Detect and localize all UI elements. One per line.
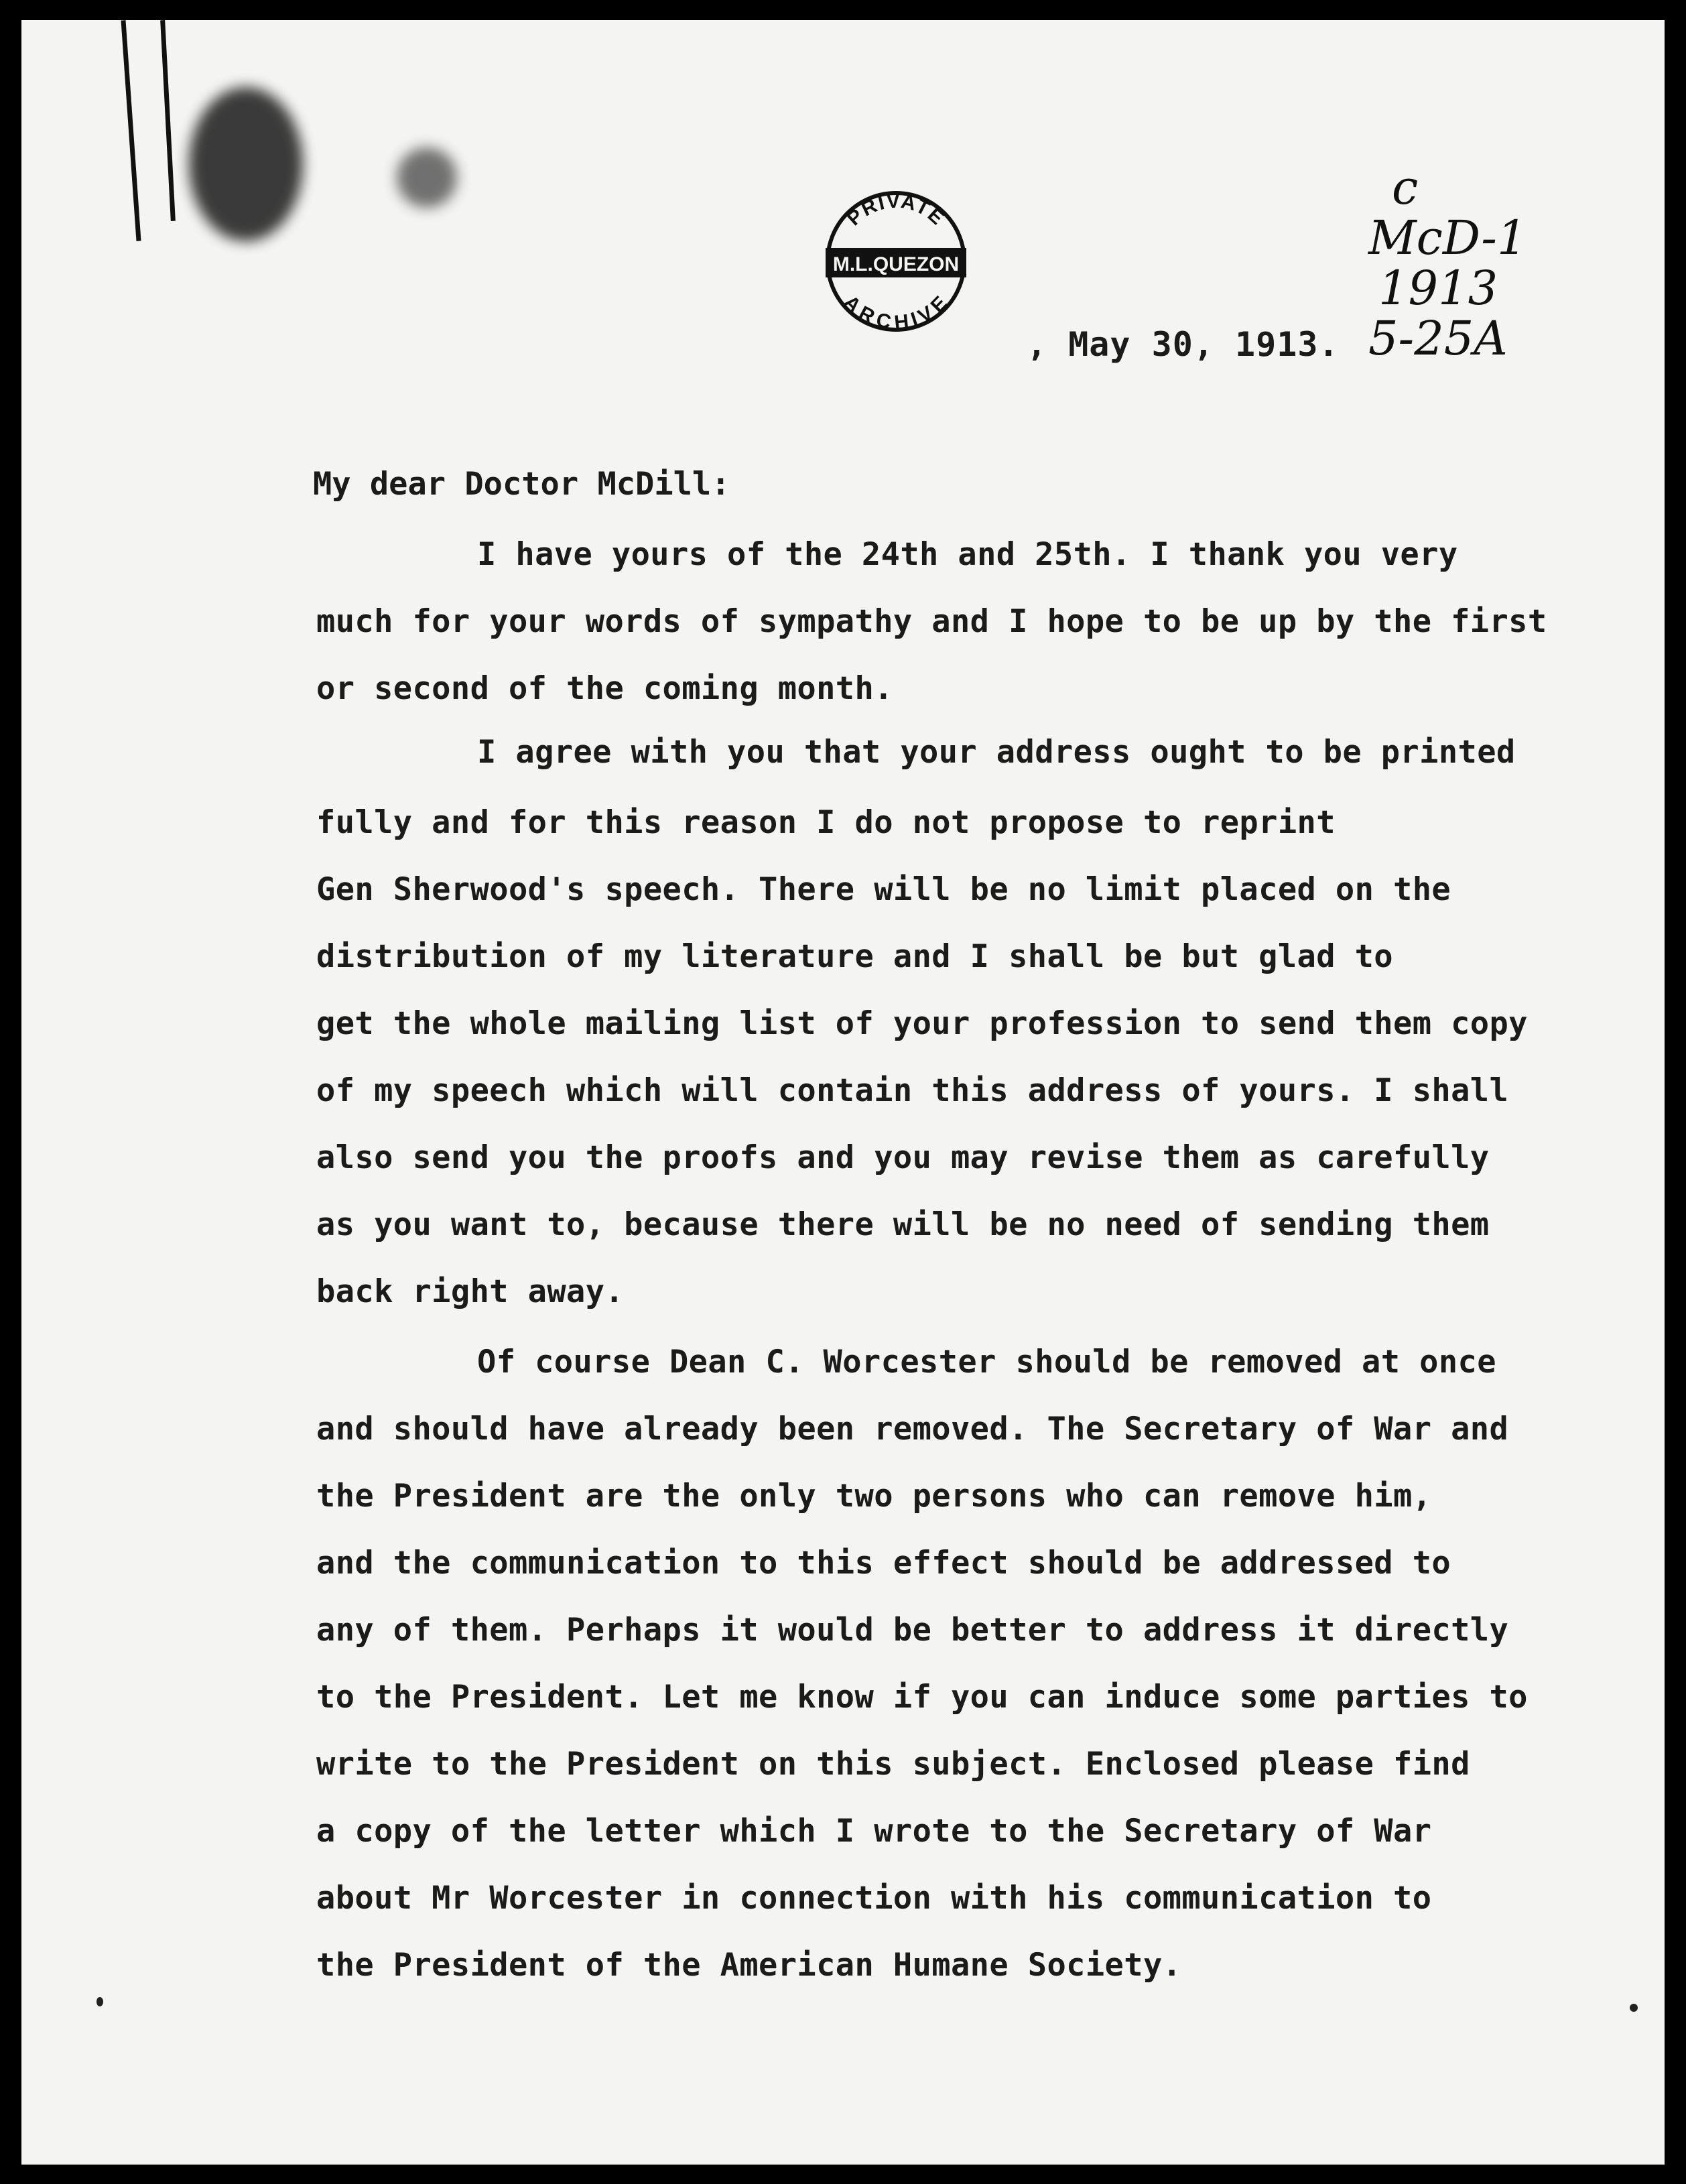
archive-stamp: [822, 188, 970, 335]
handwritten-note-year: 1913: [1378, 261, 1498, 316]
letter-line: distribution of my literature and I shall be but glad to: [316, 938, 1393, 975]
letter-line: and should have already been removed. The Secretary of War and: [316, 1411, 1509, 1448]
handwritten-note-ref: McD-1: [1368, 210, 1527, 265]
letter-line: I agree with you that your address ought to be printed: [477, 734, 1516, 771]
paper-clip-mark: [160, 20, 176, 221]
stamp-bottom-text: ARCHIVE: [839, 291, 953, 334]
paper-clip-mark: [121, 20, 141, 241]
letter-line: as you want to, because there will be no need of sending them: [316, 1206, 1490, 1243]
ink-smudge: [397, 147, 457, 208]
letter-line: of my speech which will contain this address of yours. I shall: [316, 1072, 1509, 1109]
svg-text:ARCHIVE: [839, 291, 952, 334]
letter-date: , May 30, 1913.: [1027, 325, 1340, 364]
letter-line: or second of the coming month.: [316, 670, 893, 707]
letter-line: also send you the proofs and you may revise them as carefully: [316, 1139, 1490, 1176]
letter-salutation: My dear Doctor McDill:: [313, 466, 730, 503]
paper-speck: [1630, 2004, 1638, 2012]
letter-page: [21, 20, 1665, 2165]
letter-line: and the communication to this effect should be addressed to: [316, 1545, 1451, 1582]
letter-line: Gen Sherwood's speech. There will be no limit placed on the: [316, 871, 1451, 908]
letter-line: get the whole mailing list of your profession to send them copy: [316, 1005, 1528, 1042]
handwritten-note-c: c: [1392, 160, 1419, 215]
ink-smudge: [189, 87, 303, 241]
letter-line: about Mr Worcester in connection with his communication to: [316, 1880, 1432, 1917]
letter-line: the President of the American Humane Society.: [316, 1947, 1182, 1984]
stamp-center-text: M.L.QUEZON: [832, 253, 960, 275]
stamp-top-text: PRIVATE: [842, 190, 950, 231]
paper-speck: [96, 1997, 103, 2006]
letter-line: Of course Dean C. Worcester should be removed at once: [477, 1344, 1496, 1380]
letter-line: write to the President on this subject. Enclosed please find: [316, 1746, 1470, 1783]
letter-line: the President are the only two persons who can remove him,: [316, 1478, 1432, 1515]
letter-line: to the President. Let me know if you can induce some parties to: [316, 1679, 1528, 1716]
letter-line: back right away.: [316, 1273, 625, 1310]
svg-text:PRIVATE: [843, 190, 950, 231]
letter-line: any of them. Perhaps it would be better to address it directly: [316, 1612, 1509, 1649]
letter-line: I have yours of the 24th and 25th. I thank you very: [477, 536, 1458, 573]
letter-line: a copy of the letter which I wrote to the Secretary of War: [316, 1813, 1432, 1850]
letter-line: much for your words of sympathy and I hope to be up by the first: [316, 603, 1547, 640]
handwritten-note-code: 5-25A: [1368, 311, 1508, 366]
letter-line: fully and for this reason I do not propose to reprint: [316, 804, 1336, 841]
